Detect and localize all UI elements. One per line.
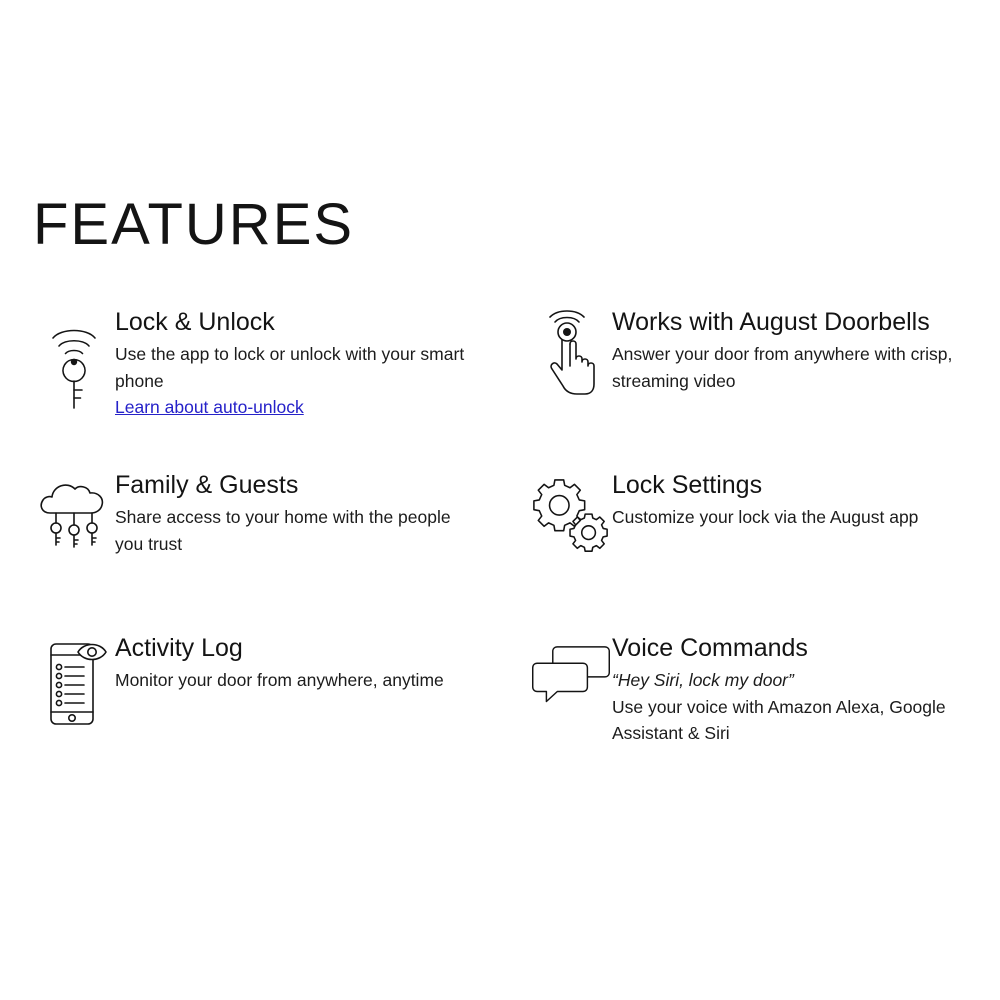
page-title: FEATURES [33,192,355,257]
phone-eye-icon [33,632,115,732]
feature-body [612,469,918,531]
hand-tap-icon [530,306,612,406]
feature-body [115,632,444,694]
key-signal-icon [33,306,115,406]
feature-activity-log [33,632,530,795]
cloud-keys-icon [33,469,115,569]
feature-title: Voice Commands [612,634,808,662]
feature-title: Family & Guests [115,471,299,499]
feature-quote: “Hey Siri, lock my door” [612,670,794,690]
feature-desc: Use the app to lock or unlock with your smart phone [115,344,465,391]
feature-desc: Use your voice with Amazon Alexa, Google Assistant & Siri [612,696,946,744]
feature-body [612,632,962,747]
feature-voice-commands [530,632,973,795]
feature-desc: Monitor your door from anywhere, anytime [115,670,444,690]
feature-august-doorbells [530,306,973,469]
feature-lock-unlock [33,306,530,469]
feature-title: Works with August Doorbells [612,308,930,336]
feature-body [115,469,475,557]
feature-desc: Customize your lock via the August app [612,507,919,527]
feature-lock-settings [530,469,973,632]
feature-title: Lock & Unlock [115,308,275,336]
gears-icon [530,469,612,569]
feature-family-guests [33,469,530,632]
feature-title: Activity Log [115,634,243,662]
speech-bubbles-icon [530,632,612,732]
feature-desc: Answer your door from anywhere with crisp, streaming video [612,344,953,391]
feature-desc: Share access to your home with the people you trust [115,507,451,554]
feature-body [115,306,475,421]
feature-body [612,306,962,394]
features-grid [33,306,973,795]
auto-unlock-link[interactable]: Learn about auto-unlock [115,397,304,418]
feature-title: Lock Settings [612,471,763,499]
